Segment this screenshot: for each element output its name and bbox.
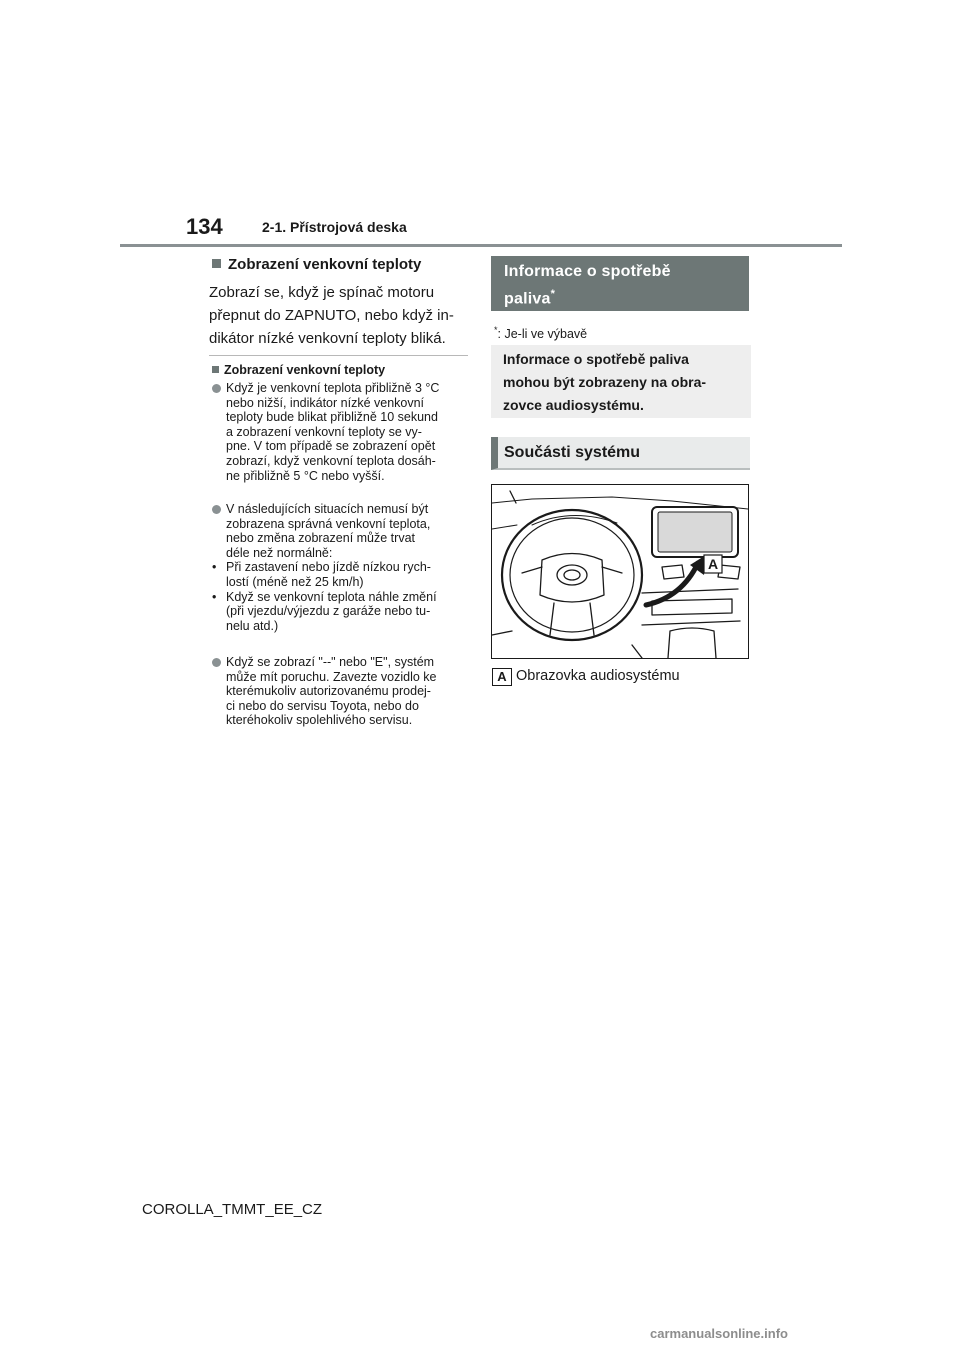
note-item [212,655,470,728]
section-heading [212,255,421,275]
info-box [491,345,751,418]
note-line: (při vjezdu/výjezdu z garáže nebo tu- [226,604,431,619]
diagram-label: A [707,556,719,572]
note-line: může mít poruchu. Zavezte vozidlo ke [226,669,437,684]
note-item [212,381,470,483]
square-bullet-icon [212,366,219,373]
note-line: Když se zobrazí "--" nebo "E", systém [226,655,435,669]
round-bullet-icon [212,505,221,514]
caption-text: Obrazovka audiosystému [516,668,680,684]
title-line: Informace o spotřebě [504,263,671,280]
note-line: nebo nižší, indikátor nízké venkovní [226,395,425,410]
note-line: ci nebo do servisu Toyota, nebo do [226,698,419,713]
note-line: teploty bude blikat přibližně 10 sekund [226,410,438,425]
footnote-star: * [494,325,498,335]
section-title: 2-1. Přístrojová deska [262,219,407,235]
info-line: mohou být zobrazeny na obra- [503,374,707,390]
note-line: pne. V tom případě se zobrazení opět [226,439,436,454]
page-number: 134 [186,214,223,239]
body-text [209,281,471,350]
note-line: kteréhokoliv spolehlivého servisu. [226,713,413,728]
note-line: kterémukoliv autorizovanému prodej- [226,684,431,699]
note-item [212,502,470,633]
info-line: zovce audiosystému. [503,397,644,413]
bullet-dot-icon: • [212,589,217,604]
system-components-title: Součásti systému [504,444,641,461]
note-heading [212,362,385,378]
bullet-dot-icon: • [212,560,217,575]
note-line: ne přibližně 5 °C nebo vyšší. [226,468,385,483]
note-line: zobrazí, když venkovní teplota dosáh- [226,453,436,468]
round-bullet-icon [212,658,221,667]
note-line: Když je venkovní teplota přibližně 3 °C [226,381,440,395]
document-code: COROLLA_TMMT_EE_CZ [142,1201,323,1218]
divider [209,355,468,356]
round-bullet-icon [212,384,221,393]
note-line: V následujících situacích nemusí být [226,502,429,516]
watermark: carmanualsonline.info [650,1326,788,1341]
note-line: déle než normálně: [226,545,333,560]
header-rule [120,244,842,247]
title-line-text: paliva [504,290,551,308]
dashboard-illustration [491,484,749,659]
note-line: nebo změna zobrazení může trvat [226,531,415,546]
note-line: lostí (méně než 25 km/h) [226,574,364,589]
info-text [503,348,747,417]
sub-bullet [212,590,470,634]
section-heading-text: Zobrazení venkovní teploty [228,256,422,273]
body-line: dikátor nízké venkovní teploty bliká. [209,330,446,347]
system-components-title-box [491,437,750,470]
fuel-info-title [504,261,671,310]
fuel-info-title-box [491,256,749,311]
note-line: a zobrazení venkovní teploty se vy- [226,424,422,439]
dashboard-drawing [492,485,748,658]
square-bullet-icon [212,259,221,268]
info-line: Informace o spotřebě paliva [503,351,689,367]
title-line [504,283,671,310]
footnote-text: : Je-li ve výbavě [497,327,588,342]
note-line: Při zastavení nebo jízdě nízkou rych- [226,560,431,575]
body-line: Zobrazí se, když je spínač motoru [209,284,435,301]
note-line: Když se venkovní teplota náhle změní [226,589,437,604]
footnote [494,322,587,342]
footnote-star: * [550,288,556,300]
sub-bullet [212,560,470,589]
body-line: přepnut do ZAPNUTO, nebo když in- [209,307,454,324]
note-line: zobrazena správná venkovní teplota, [226,516,431,531]
note-heading-text: Zobrazení venkovní teploty [224,363,386,377]
note-line: nelu atd.) [226,618,279,633]
caption-tag: A [492,668,512,686]
